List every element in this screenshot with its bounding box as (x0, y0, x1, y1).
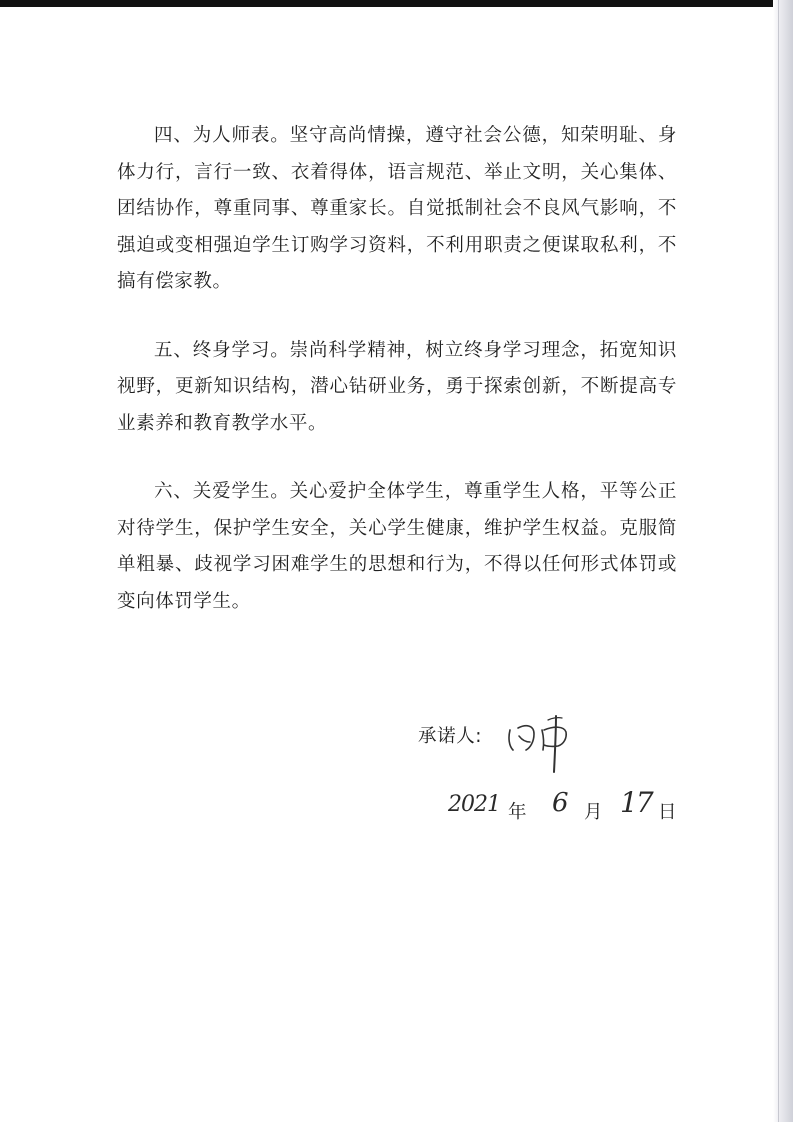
date-day-char: 日 (658, 802, 677, 823)
date-month: 6 (552, 788, 569, 818)
scan-edge-line (778, 0, 779, 1122)
scan-right-edge (773, 0, 793, 1122)
signatory-label: 承诺人: (418, 726, 483, 747)
paragraph-4: 四、为人师表。坚守高尚情操，遵守社会公德，知荣明耻、身体力行，言行一致、衣着得体，语言规范、举止文明，关心集体、团结协作，尊重同事、尊重家长。自觉抵制社会不良风气影响，不强迫或变相强迫学生订购学习资料，不利用职责之便谋取私利，不搞有偿家教。 (117, 125, 677, 292)
signature-date (448, 784, 708, 834)
handwritten-signature (504, 712, 584, 774)
document-body (117, 118, 677, 652)
date-year-char: 年 (508, 802, 527, 823)
date-year: 2021 (448, 792, 500, 817)
scan-top-border (0, 0, 793, 7)
date-day: 17 (620, 786, 652, 819)
signature-block (418, 718, 718, 838)
paragraph-5: 五、终身学习。崇尚科学精神，树立终身学习理念，拓宽知识视野，更新知识结构，潜心钻研业务，勇于探索创新，不断提高专业素养和教育教学水平。 (117, 339, 677, 434)
paragraph-6: 六、关爱学生。关心爱护全体学生，尊重学生人格，平等公正对待学生，保护学生安全，关心学生健康，维护学生权益。克服简单粗暴、歧视学习困难学生的思想和行为，不得以任何形式体罚或变向体罚学生。 (117, 481, 677, 612)
date-month-char: 月 (584, 802, 603, 823)
